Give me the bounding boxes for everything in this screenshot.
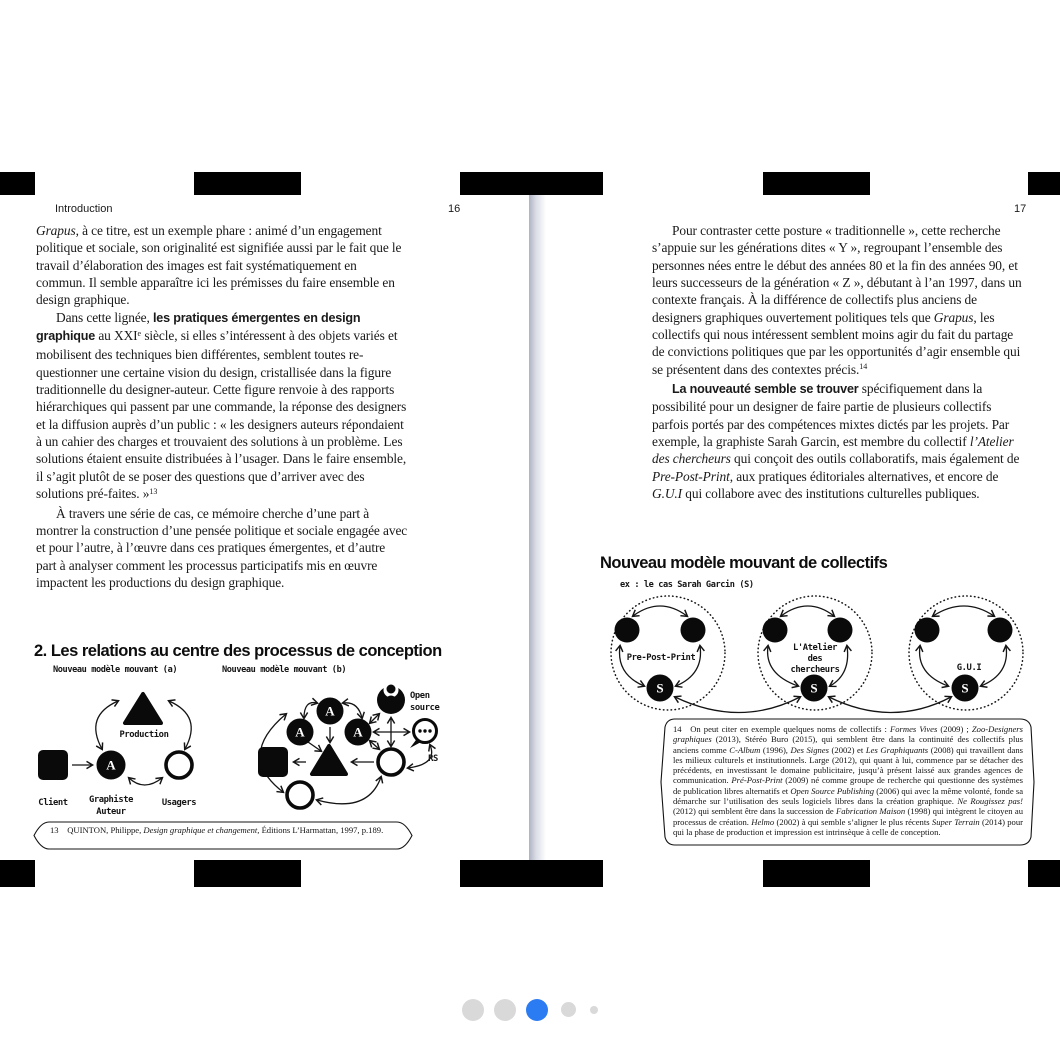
crop-mark <box>1028 172 1060 195</box>
footnote-box <box>33 821 415 851</box>
arrow-members <box>933 606 994 616</box>
usagers-label: Usagers <box>161 798 197 808</box>
section-heading-right: Nouveau modèle mouvant de collectifs <box>600 554 888 572</box>
arrow-diagonal <box>370 741 379 749</box>
paragraph: La nouveauté semble se trouver spécifiquement dans la possibilité pour un designer de faire partie de plusieurs collectifs parfois portés par des compétences mixtes dictés par les projets. Par exemple, la graphiste Sarah Garcin, est membre du collectif l’Atelier des chercheurs qui conçoit des outils collaboratifs, mais également de Pre-Post-Print, aux pratiques éditoriales alternatives, et encore de G.U.I qui collabore avec des institutions culturelles publiques. <box>652 381 1020 502</box>
right-page-body <box>652 222 1026 503</box>
crop-mark <box>763 172 870 195</box>
section-heading-left: 2. Les relations au centre des processus de conception <box>34 642 442 660</box>
member-circle <box>988 618 1013 643</box>
crop-mark <box>763 860 870 887</box>
production-triangle <box>125 694 161 723</box>
client-label: Client <box>38 798 68 808</box>
arrow-graphiste-usagers <box>129 778 162 785</box>
footnote-14: 14 On peut citer en exemple quelques noms de collectifs : Formes Vives (2009) ; Zoo-Designers graphiques (2013), Stéréo Buro (2015), qui semblent être dans la continuité des collectifs plus anciens comme C-Album (1996), Des Signes (2002) et Les Graphiquants (2008) qui travaillent dans les milieux culturels et institutionnels. Large (2012), qui quant à lui, commence par se détacher des précédents, en investissant le domaine publicitaire, jusqu’à présent laissé aux grandes agences de communication. Pré-Post-Print (2009) né comme groupe de recherche qui questionne des systèmes de publication libres alternatifs et Open Source Publishing (2006) qui avec la même volonté, fonde sa démarche sur l’utilisation des seuls logiciels libres dans la création graphique. Ne Rougissez pas! (2012) qui semblent être dans la succession de Fabrication Maison (1998) qui intègrent le citoyen au processus de création. Helmo (2002) à qui semble s’aligner le plus récents Super Terrain (2014) pour qui la phase de production et impression est intrinsèque à celle de conception. <box>673 724 1024 837</box>
s-letter: S <box>961 680 969 696</box>
diagram-nouveau-modele-mouvant <box>36 678 456 823</box>
paragraph: Dans cette lignée, les pratiques émergentes en design graphique au XXIe siècle, si elles s’intéressent à des objets variés et mobilisent des techniques bien différentes, semblent toutes re-questionner une certaine vision du design, cristallisée dans la figure traditionnelle du designer-auteur. Cette figure renvoie à des rapports hiérarchiques qui passent par une commande, la réponse des designers et la diffusion auprès d’un public : « les designers auteurs répondaient à un cahier des charges et trouvaient des solutions à un problème. Les solutions étaient ensuite distribuées à l’usager. Dans le faire ensemble, il s’agit plutôt de se poser des questions que d’arriver avec des solutions pré-faites. »$^{13}$ <box>36 309 407 502</box>
open-source-person-icon <box>377 683 405 715</box>
diagram-modele-collectifs <box>600 586 1040 726</box>
actor-letter: A <box>353 724 363 740</box>
member-circle <box>915 618 940 643</box>
crop-mark <box>0 172 35 195</box>
diagram-caption-a: Nouveau modèle mouvant (a) <box>53 665 178 675</box>
s-letter: S <box>810 680 818 696</box>
diagram-caption-right: ex : le cas Sarah Garcin (S) <box>620 580 754 590</box>
crop-mark <box>194 172 301 195</box>
arrow-members <box>781 606 834 616</box>
diagram-caption-b: Nouveau modèle mouvant (b) <box>222 665 347 675</box>
running-head: Introduction <box>55 203 113 215</box>
collective-label-atelier: chercheurs <box>790 665 840 675</box>
left-page-body <box>36 222 408 591</box>
crop-mark <box>0 860 35 887</box>
crop-mark <box>194 860 301 887</box>
s-letter: S <box>656 680 664 696</box>
actor-letter: A <box>295 724 305 740</box>
collective-label-atelier: des <box>807 654 823 664</box>
paragraph: Grapus, à ce titre, est un exemple phare : animé d’un engagement politique et sociale, son originalité est signifiée aussi par le fait que le travail d’élaboration des images est fait systématiquement en commun. Il semble apparaître ici les prémisses du faire ensemble en design graphique. <box>36 223 402 308</box>
client-square <box>38 750 68 780</box>
arrow-diagonal <box>370 714 379 723</box>
graphiste-label: Graphiste <box>88 795 134 805</box>
arrow-member-s <box>676 646 701 686</box>
footnote-box <box>660 718 1037 846</box>
member-circle <box>828 618 853 643</box>
production-triangle <box>312 746 346 774</box>
page-number-left: 16 <box>448 203 461 215</box>
rs-label: RS <box>428 754 438 764</box>
carousel-dot-1[interactable] <box>462 999 484 1021</box>
collective-label-gui: G.U.I <box>956 663 982 673</box>
usagers-circle <box>166 752 192 778</box>
arrow-member-s <box>920 646 948 686</box>
page-number-right: 17 <box>1014 203 1027 215</box>
page-gutter-shadow <box>529 195 546 860</box>
arrow-member-s <box>981 646 1006 686</box>
arrow-production-graphiste <box>96 701 118 749</box>
user-circle <box>287 782 313 808</box>
crop-mark <box>1028 860 1060 887</box>
arrow-curved <box>343 703 362 718</box>
arrow-a-triangle <box>308 742 321 751</box>
arrow-curved <box>304 703 317 718</box>
crop-mark <box>460 172 603 195</box>
arrow-member-s <box>620 646 645 686</box>
client-square <box>258 747 288 777</box>
carousel-dot-4[interactable] <box>561 1002 576 1017</box>
carousel-dot-2[interactable] <box>494 999 516 1021</box>
member-circle <box>763 618 788 643</box>
collective-label-pre-post-print: Pre-Post-Print <box>626 653 696 663</box>
production-label: Production <box>119 730 169 740</box>
open-source-label: source <box>410 703 440 713</box>
footnote-13: 13 QUINTON, Philippe, Design graphique et changement, Éditions L’Harmattan, 1997, p.189. <box>50 825 384 835</box>
member-circle <box>681 618 706 643</box>
carousel-dot-3-active[interactable] <box>526 999 548 1021</box>
arrow-bottom <box>317 777 381 804</box>
actor-letter: A <box>106 757 116 773</box>
paragraph: À travers une série de cas, ce mémoire cherche d’une part à montrer la construction d’une pensée politique et sociale engagée avec et pour l’autre, à l’œuvre dans ces pratiques émergentes, et d’autre part à analyser comment les processus participatifs mis en œuvre impactent les productions du design graphique. <box>36 505 408 590</box>
actor-letter: A <box>325 703 335 719</box>
arrow-production-usagers <box>169 701 191 749</box>
member-circle <box>615 618 640 643</box>
user-circle <box>378 749 404 775</box>
crop-mark <box>460 860 603 887</box>
open-source-label: Open <box>410 691 430 701</box>
paragraph: Pour contraster cette posture « traditionnelle », cette recherche s’appuie sur les générations dites « Y », regroupant l’ensemble des personnes nées entre le début des années 80 et la fin des années 90, et leurs successeurs de la génération « Z », débutant à l’an 1997, dans un contexte français. À la différence de collectifs plus anciens de designers graphiques ouvertement politiques tels que Grapus, les collectifs qui nous intéressent semblent moins agir du fait du partage de convictions politiques que par les opportunités d’agir ensemble qui se présentent dans des contextes précis.$^{14}$ <box>652 223 1022 377</box>
speech-bubble-ellipsis-icon <box>410 720 437 749</box>
collective-label-atelier: L'Atelier <box>792 643 838 653</box>
auteur-label: Auteur <box>96 807 126 817</box>
carousel-dot-5[interactable] <box>590 1006 598 1014</box>
arrow-members <box>633 606 687 616</box>
